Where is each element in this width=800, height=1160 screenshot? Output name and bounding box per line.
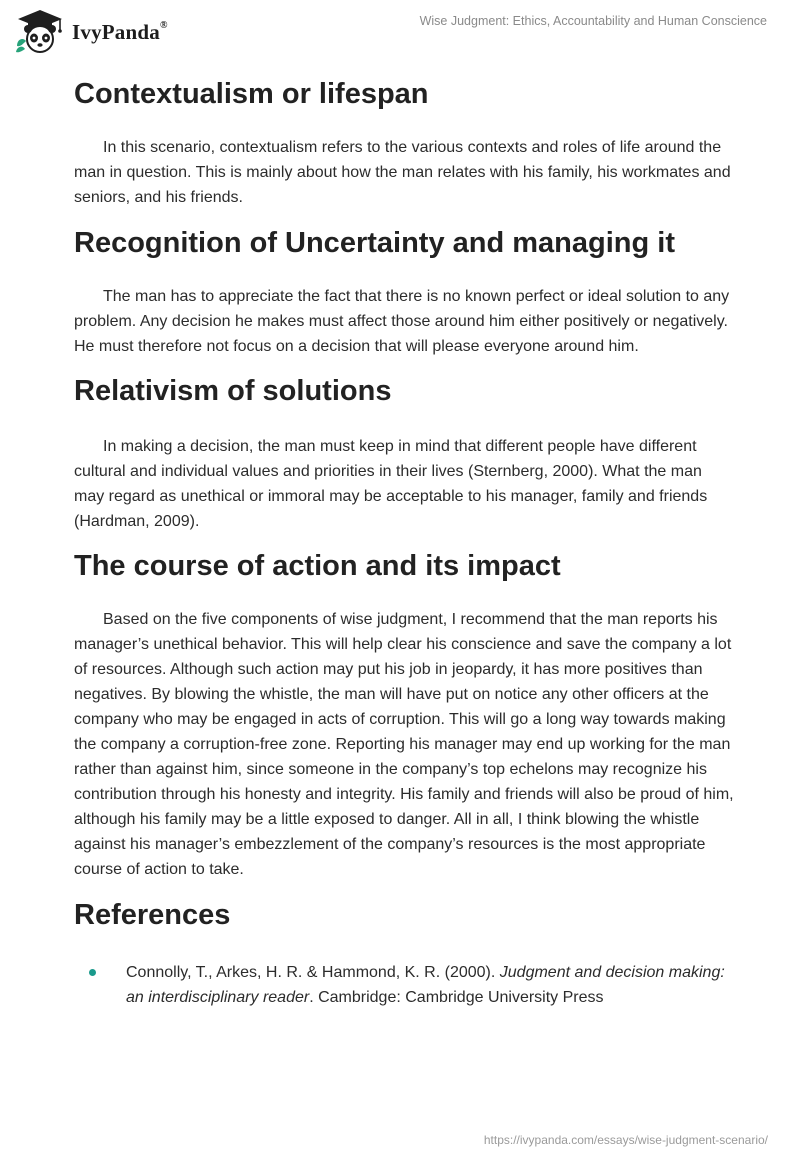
brand-name: IvyPanda®: [72, 19, 168, 44]
document-title: Wise Judgment: Ethics, Accountability and Human Conscience: [419, 14, 767, 28]
section-relativism: [74, 370, 734, 534]
references-heading: References: [74, 899, 231, 931]
reference-item: [74, 960, 734, 1010]
section-uncertainty: [74, 222, 734, 359]
section-heading: Contextualism or lifespan: [74, 78, 429, 110]
references-section: [74, 894, 734, 1010]
source-url[interactable]: https://ivypanda.com/essays/wise-judgment-scenario/: [483, 1133, 768, 1147]
section-contextualism: [74, 73, 734, 210]
section-paragraph: In making a decision, the man must keep in mind that different people have different cultural and individual values and priorities in their lives (Sternberg, 2000). What the man may regard as unethical or immoral may be acceptable to his manager, family and friends (Hardman, 2009).: [74, 438, 708, 530]
reference-publisher: . Cambridge: Cambridge University Press: [309, 989, 604, 1006]
reference-list: [74, 960, 734, 1010]
section-paragraph: The man has to appreciate the fact that there is no known perfect or ideal solution to any problem. Any decision he makes must affect those around him either positively or negatively. He must therefore not focus on a decision that will please everyone around him.: [74, 288, 730, 355]
brand-logo[interactable]: [14, 8, 168, 54]
section-heading: Relativism of solutions: [74, 375, 392, 407]
section-heading: The course of action and its impact: [74, 550, 561, 582]
reference-authors: Connolly, T., Arkes, H. R. & Hammond, K. R. (2000).: [126, 964, 500, 981]
section-course-of-action: [74, 545, 734, 882]
section-paragraph: In this scenario, contextualism refers to the various contexts and roles of life around the man in question. This is mainly about how the man relates with his family, his workmates and seniors, and his friends.: [74, 139, 731, 206]
panda-graduation-cap-icon: [14, 8, 66, 54]
section-heading: Recognition of Uncertainty and managing it: [74, 227, 675, 259]
bullet-icon: [89, 969, 96, 976]
reference-title: Judgment and decision making: an interdisciplinary reader: [126, 964, 725, 1006]
essay-content: [74, 70, 734, 1010]
section-paragraph: Based on the five components of wise judgment, I recommend that the man reports his manager’s unethical behavior. This will help clear his conscience and save the company a lot of resources. Although such action may put his job in jeopardy, it has more positives than negatives. By blowing the whistle, the man will have put on notice any other officers at the company who may be engaged in acts of corruption. This will go a long way towards making the company a corruption-free zone. Reporting his manager may end up working for the man rather than against him, since someone in the company’s top echelons may recognize his contribution through his honesty and integrity. His family and friends will also be proud of him, although his family may be a little exposed to danger. All in all, I think blowing the whistle against his manager’s embezzlement of the company’s resources is the most appropriate course of action to take.: [74, 611, 734, 878]
page-header: [0, 0, 800, 60]
